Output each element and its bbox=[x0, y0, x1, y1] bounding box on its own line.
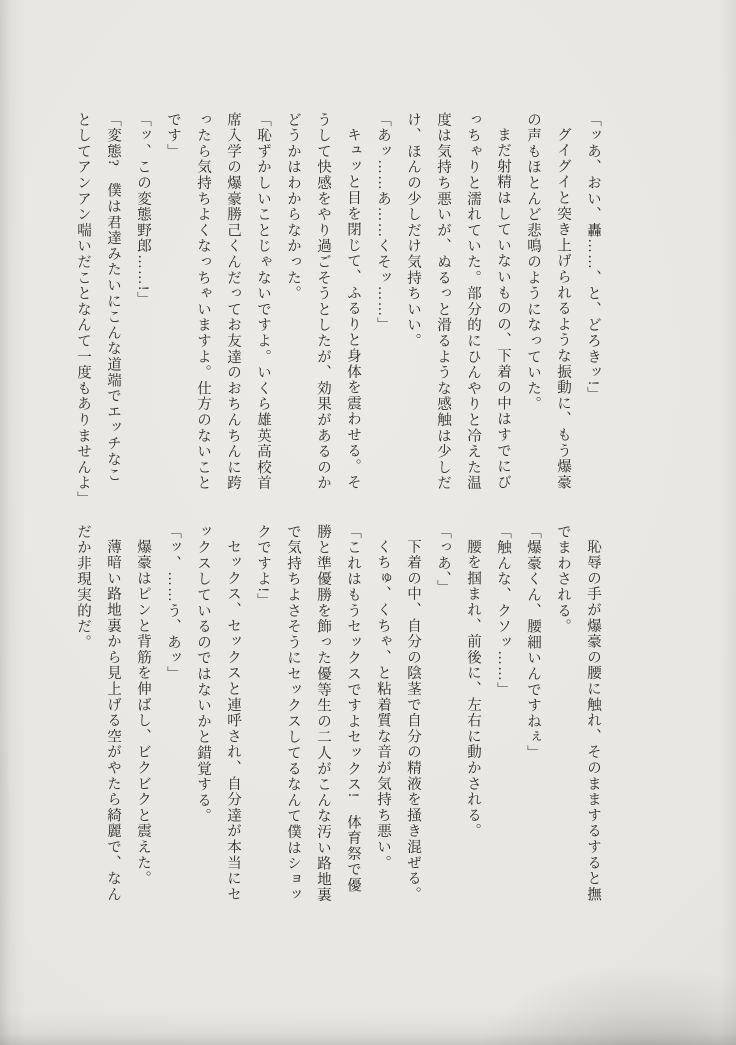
text-column: で気持ちよさそうにセックスしてるなんて僕はショッ bbox=[285, 524, 301, 904]
text-column: 下着の中、自分の陰茎で自分の精液を掻き混ぜる。 bbox=[405, 538, 421, 902]
text-column: 「ッ、……う、あッ」 bbox=[165, 524, 181, 682]
text-column: くちゅ、くちゃ、と粘着質な音が気持ち悪い。 bbox=[375, 538, 391, 871]
text-column: ックスしているのではないかと錯覚する。 bbox=[195, 524, 211, 825]
text-column: 勝と準優勝を飾った優等生の二人がこんな汚い路地裏 bbox=[315, 524, 331, 904]
text-column: 薄暗い路地裏から見上げる空がやたら綺麗で、なん bbox=[105, 538, 121, 902]
text-column: 「変態? 僕は君達みたいにこんな道端でエッチなこ bbox=[105, 112, 121, 484]
text-column: 「爆豪くん、腰細いんですねぇ」 bbox=[525, 524, 541, 761]
text-column: セックス、セックスと連呼され、自分達が本当にセ bbox=[225, 538, 241, 902]
text-block-top bbox=[68, 112, 608, 508]
text-column: 「っあ、」 bbox=[435, 524, 451, 596]
text-column: 「ッあ、おい、轟……、と、どろきッ!」 bbox=[585, 112, 601, 403]
text-column: まだ射精はしていないものの、下着の中はすでにび bbox=[495, 126, 511, 490]
text-column: 腰を掴まれ、前後に、左右に動かされる。 bbox=[465, 538, 481, 839]
text-column: の声もほとんど悲鳴のようになっていた。 bbox=[525, 112, 541, 413]
text-column: 「恥ずかしいことじゃないですよ。いくら雄英高校首 bbox=[255, 112, 271, 492]
text-column: け、ほんの少しだけ気持ちいい。 bbox=[405, 112, 421, 349]
text-column: 「あッ……あ……くそッ……」 bbox=[375, 112, 391, 334]
text-column: キュッと目を閉じて、ふるりと身体を震わせる。そ bbox=[345, 126, 361, 490]
text-column: 恥辱の手が爆豪の腰に触れ、そのままするすると撫 bbox=[585, 538, 601, 902]
text-column: クですよ!」 bbox=[255, 524, 271, 610]
text-column: うして快感をやり過ごそうとしたが、効果があるのか bbox=[315, 112, 331, 492]
text-column: でまわされる。 bbox=[555, 524, 571, 635]
text-column: としてアンアン喘いだことなんて一度もありませんよ」 bbox=[75, 112, 91, 507]
text-column: 「ッ、この変態野郎……!」 bbox=[135, 112, 151, 308]
text-column: っちゃりと濡れていた。部分的にひんやりと冷えた温 bbox=[465, 112, 481, 492]
text-column: 「触んな、クソッ……」 bbox=[495, 524, 511, 698]
text-column: ったら気持ちよくなっちゃいますよ。仕方のないこと bbox=[195, 112, 211, 492]
text-block-bottom bbox=[68, 524, 608, 914]
text-column: どうかはわからなかった。 bbox=[285, 112, 301, 302]
text-column: です」 bbox=[165, 112, 181, 160]
text-column: 「これはもうセックスですよセックス! 体育祭で優 bbox=[345, 524, 361, 894]
text-column: 度は気持ち悪いが、ぬるっと滑るような感触は少しだ bbox=[435, 112, 451, 492]
text-column: 爆豪はピンと背筋を伸ばし、ビクビクと震えた。 bbox=[135, 538, 151, 887]
text-column: グイグイと突き上げられるような振動に、もう爆豪 bbox=[555, 126, 571, 490]
text-column: だか非現実的だ。 bbox=[75, 524, 91, 651]
text-column: 席入学の爆豪勝己くんだってお友達のおちんちんに跨 bbox=[225, 112, 241, 492]
